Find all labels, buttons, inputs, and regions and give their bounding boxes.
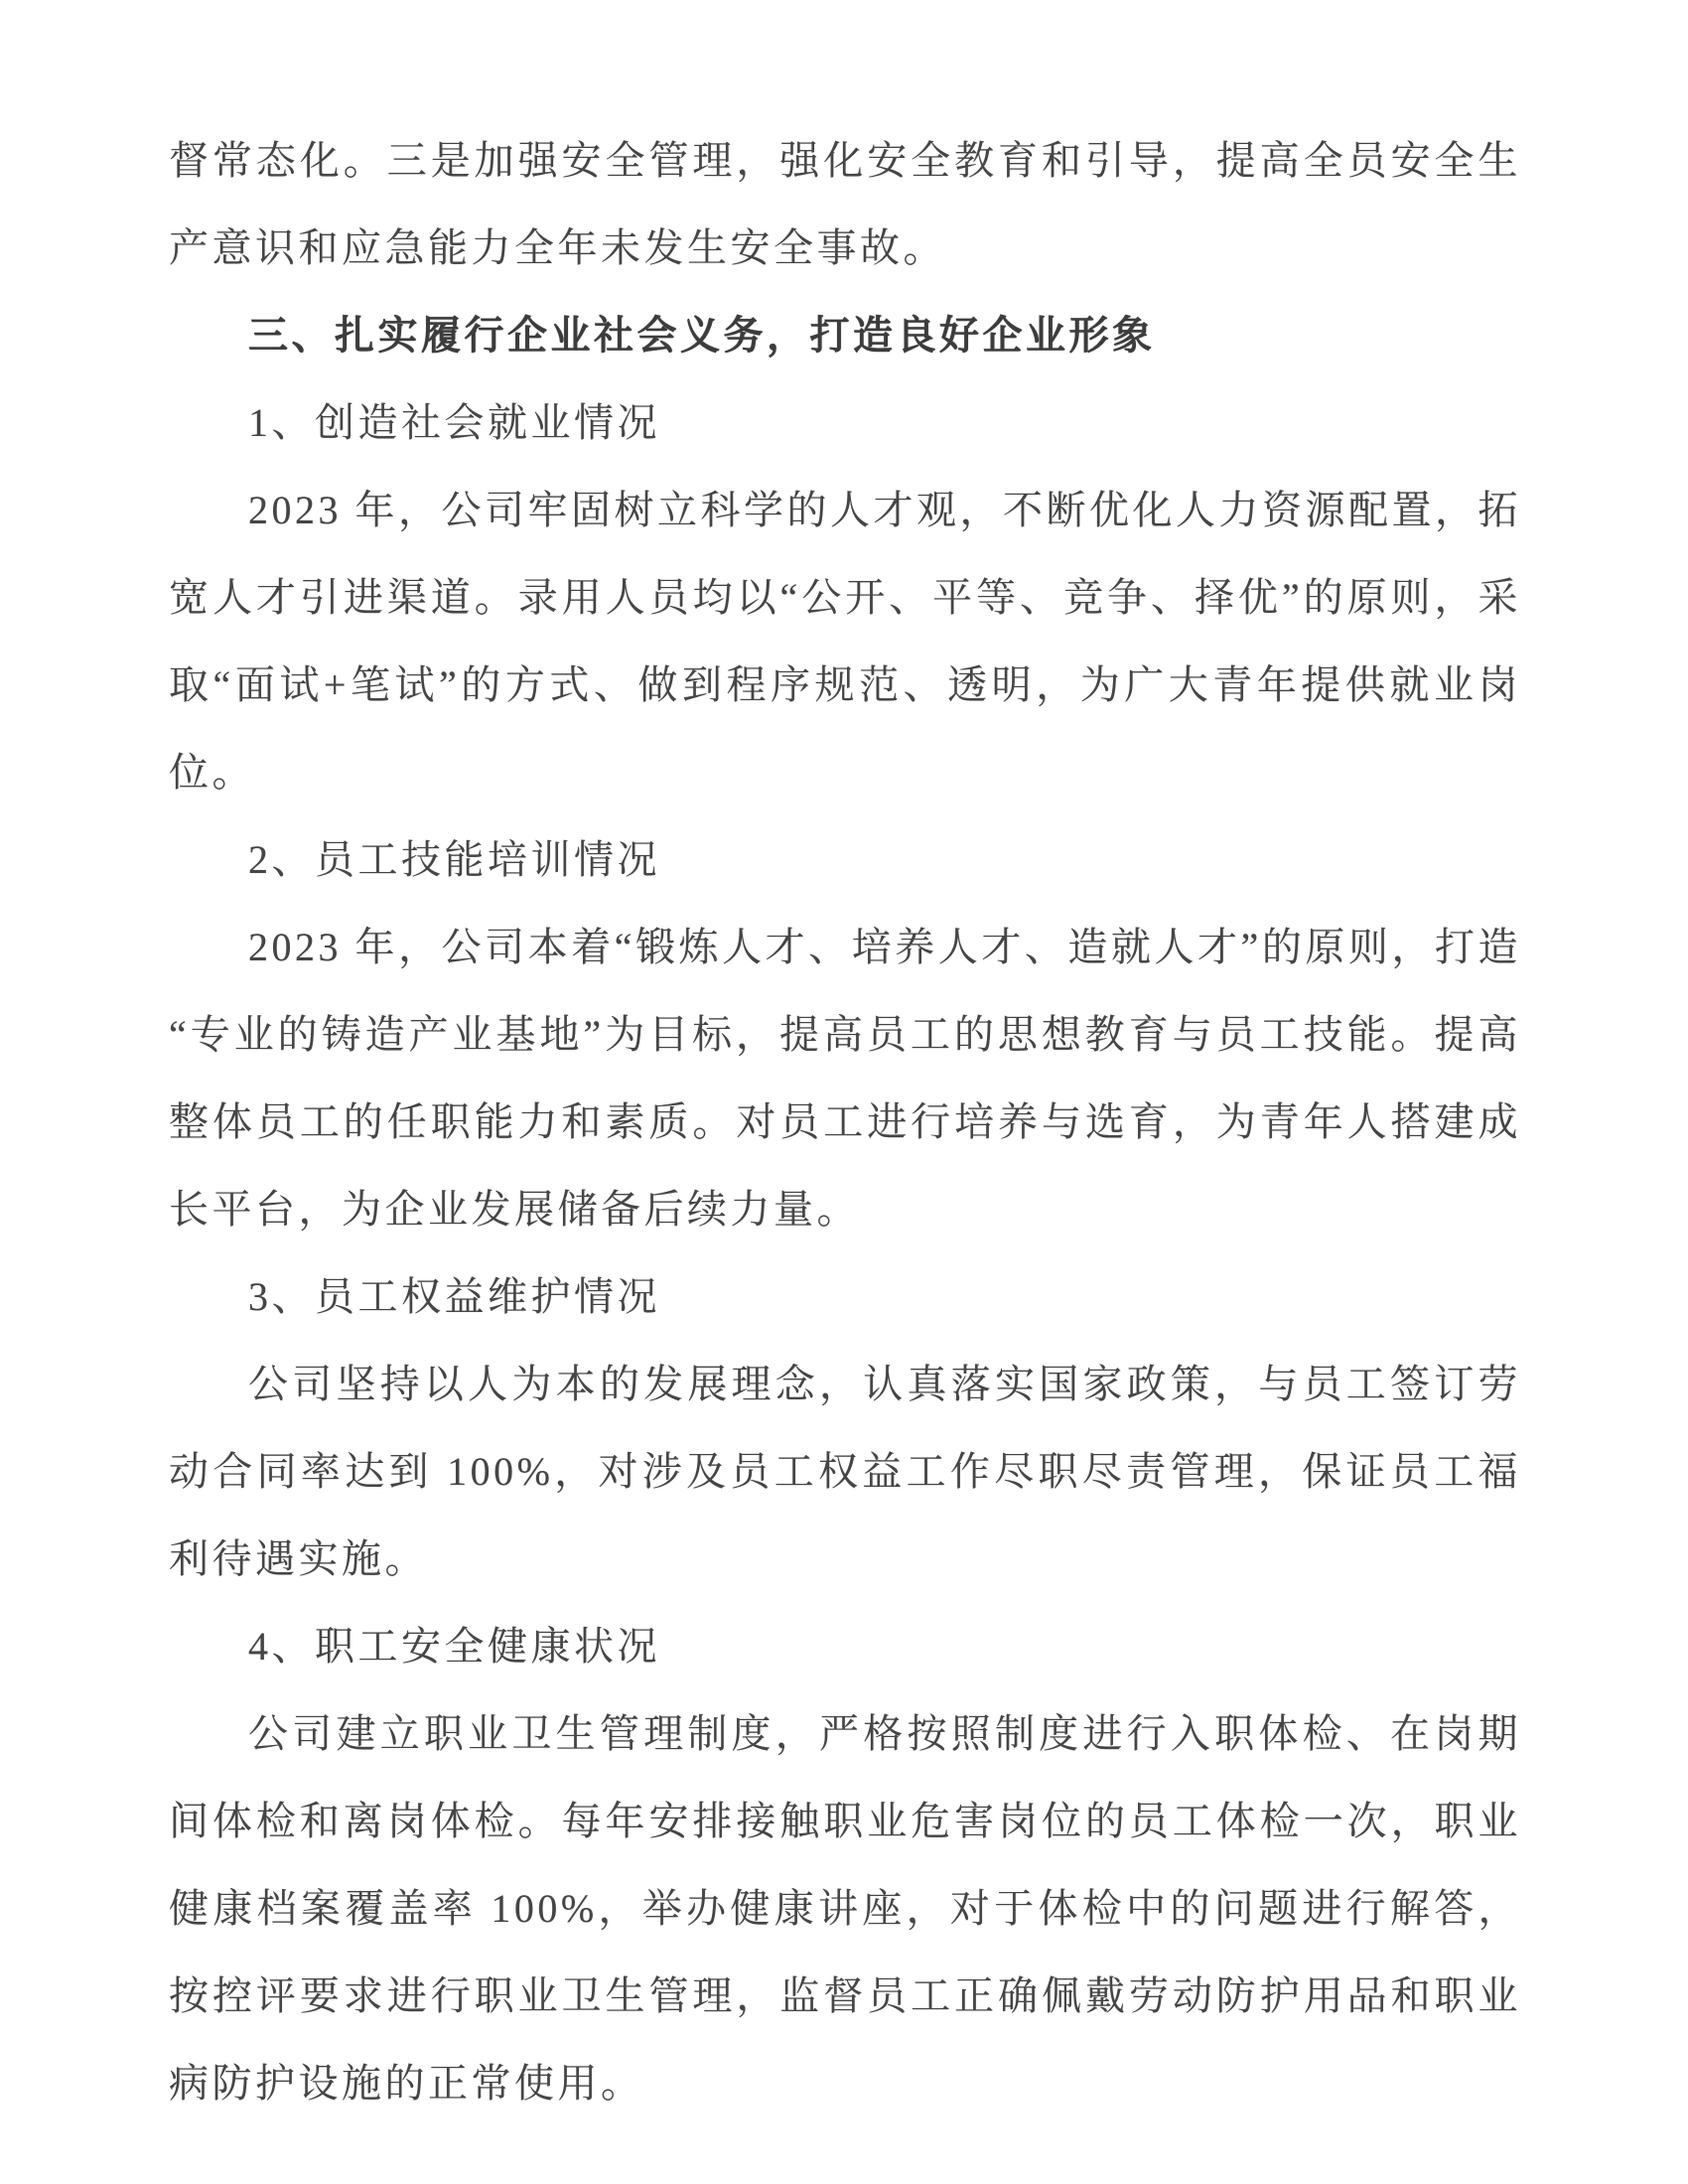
- subsection-heading: 2、员工技能培训情况: [248, 837, 660, 882]
- body-paragraph: 公司建立职业卫生管理制度，严格按照制度进行入职体检、在岗期间体检和离岗体检。每年安排接触职业危害岗位的员工体检一次，职业健康档案覆盖率 100%，举办健康讲座，对于体检中的问题进行解答，按控评要求进行职业卫生管理，监督员工正确佩戴劳动防护用品和职业病防护设施的正常使用。: [169, 1711, 1521, 2106]
- subsection-heading: 3、员工权益维护情况: [248, 1274, 660, 1319]
- section-heading: 三、扎实履行企业社会义务，打造良好企业形象: [248, 313, 1156, 358]
- subsection-heading: 4、职工安全健康状况: [248, 1624, 660, 1669]
- document-body: [169, 117, 1521, 2127]
- body-paragraph: 2023 年，公司本着“锻炼人才、培养人才、造就人才”的原则，打造“专业的铸造产业基地”为目标，提高员工的思想教育与员工技能。提高整体员工的任职能力和素质。对员工进行培养与选育，为青年人搭建成长平台，为企业发展储备后续力量。: [169, 925, 1521, 1232]
- body-paragraph-continued: 督常态化。三是加强安全管理，强化安全教育和引导，提高全员安全生产意识和应急能力全年未发生安全事故。: [169, 138, 1521, 270]
- body-paragraph: 2023 年，公司牢固树立科学的人才观，不断优化人力资源配置，拓宽人才引进渠道。录用人员均以“公开、平等、竞争、择优”的原则，采取“面试+笔试”的方式、做到程序规范、透明，为广大青年提供就业岗位。: [169, 488, 1521, 795]
- body-paragraph: 公司坚持以人为本的发展理念，认真落实国家政策，与员工签订劳动合同率达到 100%，对涉及员工权益工作尽职尽责管理，保证员工福利待遇实施。: [169, 1362, 1521, 1581]
- subsection-heading: 1、创造社会就业情况: [248, 400, 660, 445]
